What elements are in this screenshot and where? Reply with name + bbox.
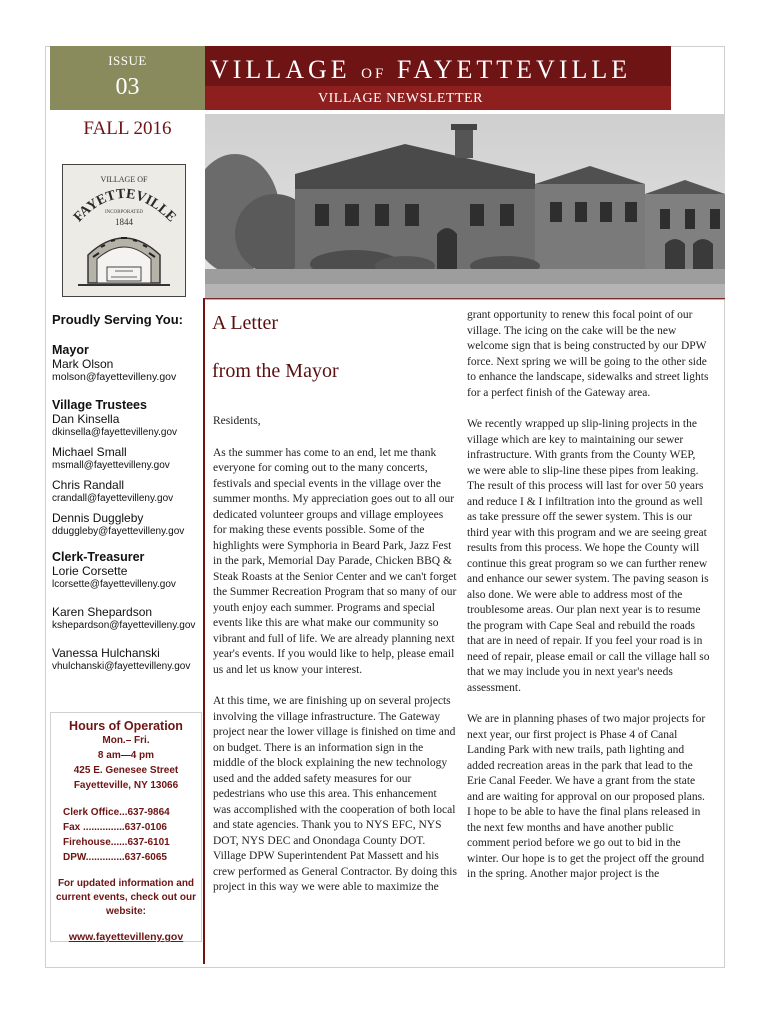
masthead-title	[210, 55, 666, 85]
hours-dpw-phone: DPW..............637-6065	[63, 852, 167, 863]
article-paragraph: At this time, we are finishing up on several projects involving the village infrastructure. The Gateway project near the lower village is finished on time and on budget. There is an information sign in the middle of the block explaining the new technology used and the added safety measures for our pedestrians who use this area. This enhancement was accomplished with the cooperation of both local and state agencies. Thank you to NYS EFC, NYS DOT, NYS DEC and Onondaga County DOT. Village DPW Superintendent Pat Massett and his crew performed as General Contractor. By doing this project in this way we were able to maximize the	[213, 695, 457, 893]
hours-clerk-phone: Clerk Office...637-9864	[63, 807, 170, 818]
article-paragraph: We are in planning phases of two major projects for next year, our first project is Phase 4 of Canal Landing Park with new trails, path lighting and added recreation areas in the park that lead to the Erie Canal Feeder. We have a grant from the state and are waiting for approval on our proposed plans. I hope to be able to have the final plans released in the next few months and have another public comment period before we go out to bid in the winter. Our hope is to get the project off the ground in the spring. Another major project is the	[467, 713, 706, 880]
hours-title: Hours of Operation	[69, 719, 183, 733]
clerk-email[interactable]: lcorsette@fayettevilleny.gov	[52, 579, 176, 590]
mayor-email[interactable]: molson@fayettevilleny.gov	[52, 371, 177, 383]
village-seal-logo	[62, 164, 186, 297]
sidebar-serving-heading: Proudly Serving You:	[52, 312, 183, 327]
hours-updates-text: For updated information and current events, check out our website:	[55, 878, 197, 917]
article-title-line1: A Letter	[212, 312, 279, 334]
mayor-heading: Mayor	[52, 343, 89, 357]
seal-incorporated-text: INCORPORATED	[104, 210, 144, 215]
trustee-email[interactable]: dduggleby@fayettevilleny.gov	[52, 526, 185, 537]
staff-email[interactable]: kshepardson@fayettevilleny.gov	[52, 620, 196, 631]
seal-name-text: FAYETTEVILLE	[71, 186, 179, 226]
hours-days: Mon.– Fri.	[102, 735, 150, 746]
masthead-title-village: VILLAGE	[210, 55, 351, 84]
issue-label: ISSUE	[108, 53, 147, 68]
trustee-email[interactable]: msmall@fayettevilleny.gov	[52, 460, 170, 471]
village-hall-photo	[205, 114, 725, 300]
staff-name: Karen Shepardson	[52, 605, 153, 619]
trustee-name: Chris Randall	[52, 478, 125, 492]
masthead-title-fayetteville: FAYETTEVILLE	[396, 55, 632, 84]
article-column-1	[213, 414, 457, 896]
hours-street: 425 E. Genesee Street	[73, 765, 179, 776]
masthead-title-of: OF	[361, 66, 387, 82]
staff-email[interactable]: vhulchanski@fayettevilleny.gov	[52, 661, 191, 672]
staff-name: Vanessa Hulchanski	[52, 646, 160, 660]
trustee-name: Michael Small	[52, 445, 127, 459]
section-divider	[205, 298, 725, 299]
hours-fax: Fax ...............637-0106	[63, 822, 167, 833]
article-paragraph: As the summer has come to an end, let me thank everyone for coming out to the many concerts, festivals and special events in the village over the summer months. My appreciation goes out to all our dedicated volunteer groups and village employees for making these events possible. Some of the highlights were Symphoria in Beard Park, Jazz Fest in the park, Memorial Day Parade, Chicken BBQ & Steak Roasts at the Senior Center and we can't forget the Summer Recreation Program that so many of our youth enjoy each summer. Programs and special events like this are what make our community so vibrant and full of life. We are already planning next year's events. If you would like to help, please email us and let us know your interest.	[213, 446, 457, 676]
clerk-name: Lorie Corsette	[52, 564, 128, 578]
article-paragraph: grant opportunity to renew this focal point of our village. The icing on the cake will be the new welcome sign that is being constructed by our DPW force. Next spring we will be going to the other side to enhance the landscape, sidewalks and street lights for a perfect finish of the Gateway area.	[467, 309, 709, 399]
hours-time: 8 am—4 pm	[97, 750, 155, 761]
trustee-name: Dennis Duggleby	[52, 511, 144, 525]
village-hall-photo-graphic	[205, 114, 725, 300]
hours-city: Fayetteville, NY 13066	[73, 780, 179, 791]
trustee-email[interactable]: dkinsella@fayettevilleny.gov	[52, 427, 178, 438]
trustees-heading: Village Trustees	[52, 398, 147, 412]
hours-of-operation-box	[50, 712, 202, 942]
seal-top-text: VILLAGE OF	[100, 175, 148, 184]
mayor-name: Mark Olson	[52, 357, 114, 371]
article-column-2	[467, 308, 711, 883]
trustee-name: Dan Kinsella	[52, 412, 120, 426]
article-paragraph: We recently wrapped up slip-lining projects in the village which are key to maintaining our sewer infrastructure. With grants from the County WEP, we were able to slip-line these pipes from leaking. The result of this process will last for over 50 years and reduce I & I infiltration into the ground as well as take pressure off the sewer system. This is our third year with this program and we are seeing great results from this process. We hope the County will continue this great program so we can further renew and enhance our sewer system. The paving season is also done. We were able to address most of the troublesome areas. Our plan next year is to resume the program with Cape Seal and rebuild the roads that are in need of repair. If you feel your road is in need of repair, please email or call the village hall so that we may include you in next year's needs assessment.	[467, 418, 710, 694]
village-seal-graphic	[63, 165, 185, 296]
website-link[interactable]: www.fayettevilleny.gov	[68, 931, 184, 943]
masthead-subtitle: VILLAGE NEWSLETTER	[318, 91, 483, 106]
issue-number: 03	[115, 74, 140, 100]
hours-firehouse-phone: Firehouse......637-6101	[63, 837, 170, 848]
article-title-line2: from the Mayor	[212, 360, 339, 382]
season-label: FALL 2016	[83, 118, 172, 139]
article-salutation: Residents,	[213, 415, 261, 427]
trustee-email[interactable]: crandall@fayettevilleny.gov	[52, 493, 174, 504]
sidebar-rule	[203, 298, 205, 964]
clerk-heading: Clerk-Treasurer	[52, 550, 145, 564]
sidebar	[52, 310, 202, 673]
seal-year-text: 1844	[115, 217, 133, 227]
